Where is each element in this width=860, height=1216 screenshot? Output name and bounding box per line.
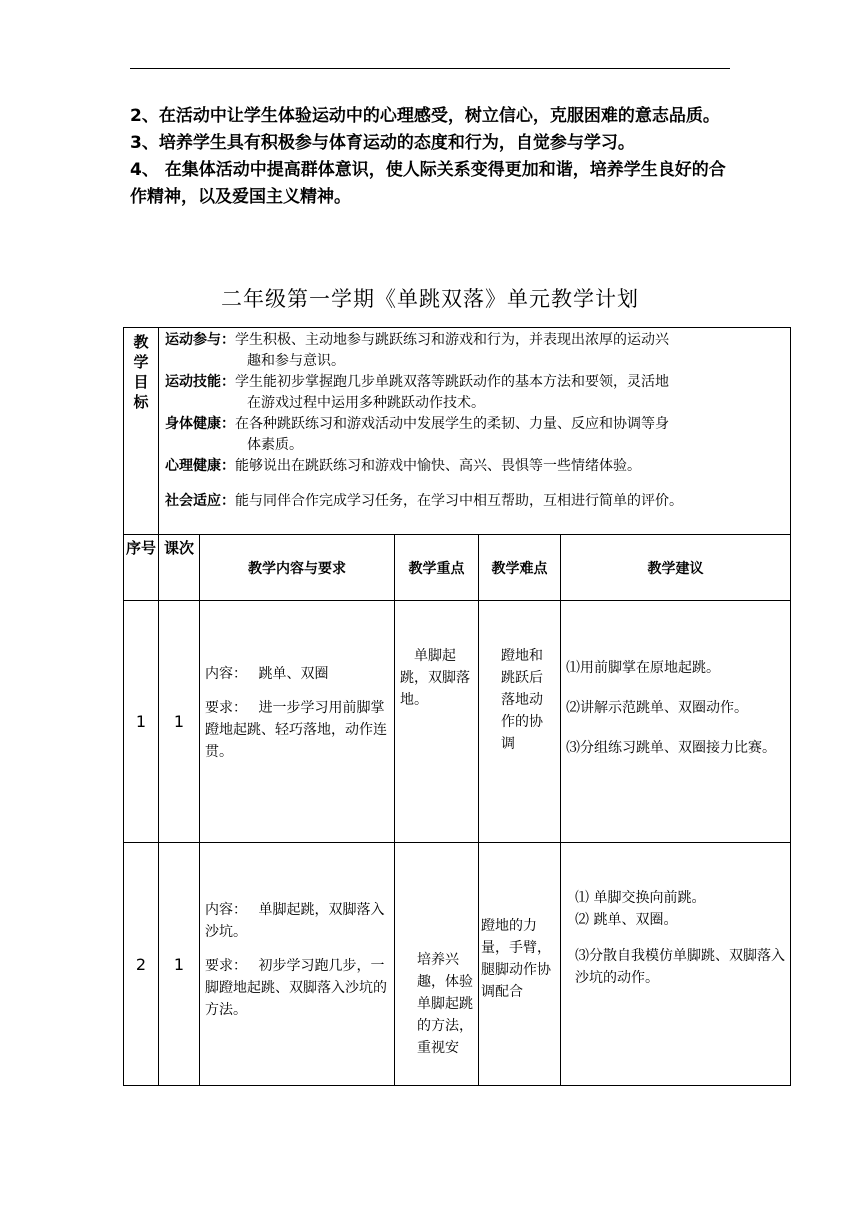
row-key: 培养兴趣，体验单脚起跳的方法，重视安 <box>395 843 479 1086</box>
header-row <box>124 535 791 601</box>
row-seq: 2 <box>124 843 159 1086</box>
row-difficulty: 蹬地的力量，手臂，腿脚动作协调配合 <box>479 843 561 1086</box>
header-seq: 序号 <box>124 535 159 601</box>
header-difficulty: 教学难点 <box>479 535 561 601</box>
header-lesson: 课次 <box>159 535 200 601</box>
row-advice: ⑴ 单脚交换向前跳。 ⑵ 跳单、双圈。 ⑶分散自我模仿单脚跳、双脚落入沙坑的动作。 <box>561 843 791 1086</box>
objective-participation: 运动参与：学生积极、主动地参与跳跃练习和游戏和行为，并表现出浓厚的运动兴 趣和参与意识。 <box>165 332 669 369</box>
intro-item-4: 4、 在集体活动中提高群体意识，使人际关系变得更加和谐，培养学生良好的合作精神，以及爱国主义精神。 <box>130 160 726 207</box>
plan-table <box>123 327 791 1086</box>
header-content: 教学内容与要求 <box>200 535 395 601</box>
objective-physical: 身体健康：在各种跳跃练习和游戏活动中发展学生的柔韧、力量、反应和协调等身 体素质。 <box>165 416 669 453</box>
row-advice: ⑴用前脚掌在原地起跳。 ⑵讲解示范跳单、双圈动作。 ⑶分组练习跳单、双圈接力比赛。 <box>561 601 791 843</box>
row-lesson: 1 <box>159 843 200 1086</box>
table-row <box>124 601 791 843</box>
page-title: 二年级第一学期《单跳双落》单元教学计划 <box>221 287 639 311</box>
objective-mental: 心理健康：能够说出在跳跃练习和游戏中愉快、高兴、畏惧等一些情绪体验。 <box>165 458 641 474</box>
objectives-label: 教 学 目 标 <box>124 328 159 535</box>
objectives-row <box>124 328 791 535</box>
objective-skill: 运动技能：学生能初步掌握跑几步单跳双落等跳跃动作的基本方法和要领，灵活地 在游戏过程中运用多种跳跃动作技术。 <box>165 374 669 411</box>
row-difficulty: 蹬地和跳跃后落地动作的协调 <box>479 601 561 843</box>
row-seq: 1 <box>124 601 159 843</box>
row-content: 内容： 跳单、双圈 要求： 进一步学习用前脚掌蹬地起跳、轻巧落地，动作连贯。 <box>200 601 395 843</box>
header-key: 教学重点 <box>395 535 479 601</box>
objective-social: 社会适应：能与同伴合作完成学习任务，在学习中相互帮助，互相进行简单的评价。 <box>165 493 683 509</box>
intro-item-2: 2、在活动中让学生体验运动中的心理感受，树立信心，克服困难的意志品质。 <box>130 106 720 126</box>
header-advice: 教学建议 <box>561 535 791 601</box>
row-lesson: 1 <box>159 601 200 843</box>
header-rule <box>130 68 730 69</box>
table-row <box>124 843 791 1086</box>
row-key: 单脚起跳，双脚落地。 <box>395 601 479 843</box>
intro-item-3: 3、培养学生具有积极参与体育运动的态度和行为，自觉参与学习。 <box>130 133 635 153</box>
row-content: 内容： 单脚起跳，双脚落入沙坑。 要求： 初步学习跑几步，一脚蹬地起跳、双脚落入沙坑的方法。 <box>200 843 395 1086</box>
objectives-content <box>159 328 791 535</box>
intro-goals <box>130 103 740 211</box>
